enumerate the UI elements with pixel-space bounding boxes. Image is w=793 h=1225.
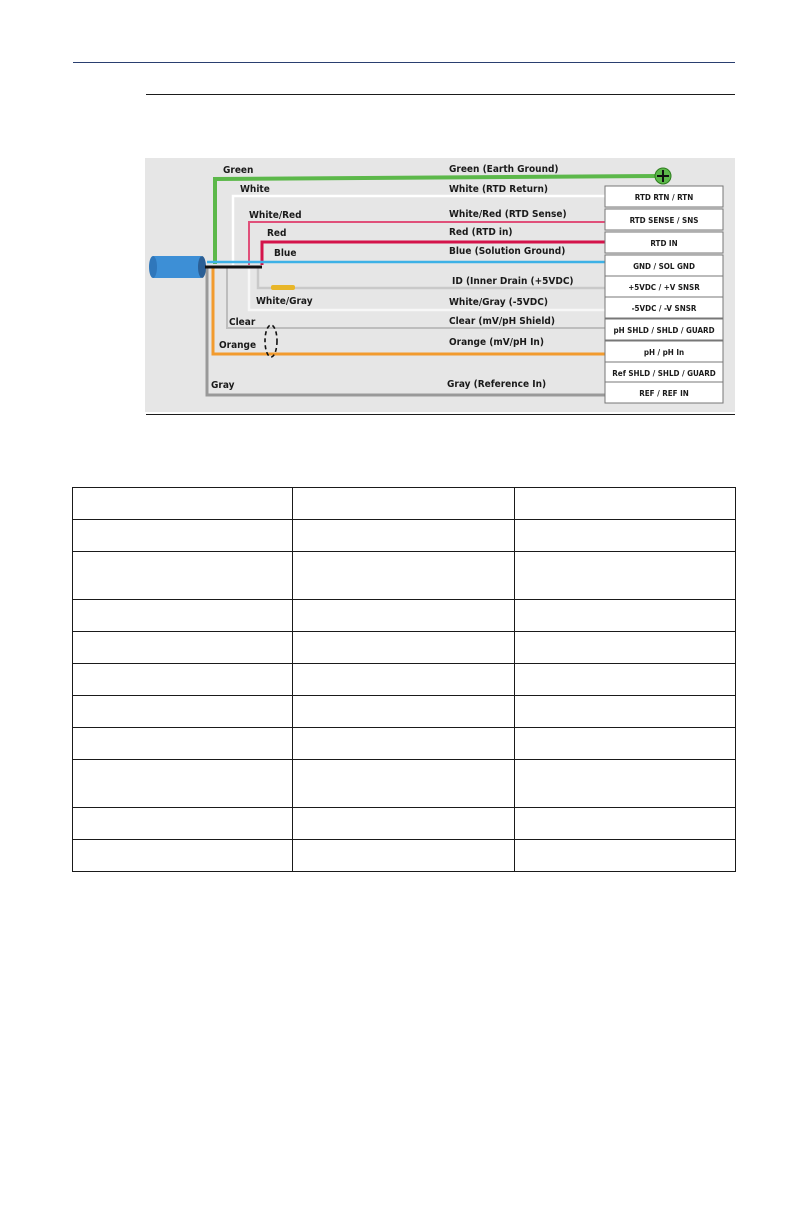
terminal-label-6: pH SHLD / SHLD / GUARD — [613, 326, 715, 335]
label-left-green: Green — [223, 165, 254, 176]
table-cell — [293, 696, 515, 728]
table-cell — [73, 728, 293, 760]
table-row — [73, 808, 736, 840]
table-cell — [515, 520, 736, 552]
table-cell — [73, 696, 293, 728]
label-mid-blue: Blue (Solution Ground) — [449, 246, 566, 257]
table-cell — [293, 600, 515, 632]
table-cell — [293, 728, 515, 760]
label-mid-white-red: White/Red (RTD Sense) — [449, 209, 567, 220]
terminal-label-1: RTD SENSE / SNS — [629, 216, 699, 225]
table-cell — [515, 632, 736, 664]
terminal-block — [605, 186, 723, 403]
terminal-label-4: +5VDC / +V SNSR — [628, 283, 700, 292]
table-row — [73, 840, 736, 872]
label-mid-white-gray: White/Gray (-5VDC) — [449, 297, 548, 308]
label-left-white-red: White/Red — [249, 210, 302, 221]
inner-drain-marker — [271, 285, 295, 290]
table-cell — [73, 552, 293, 600]
figure-top-rule — [146, 94, 735, 95]
table-header-row — [73, 488, 736, 520]
table-cell — [73, 664, 293, 696]
table-cell — [293, 664, 515, 696]
cable-end — [149, 256, 157, 278]
terminal-label-3: GND / SOL GND — [633, 262, 695, 271]
table-cell — [73, 632, 293, 664]
label-left-clear: Clear — [229, 317, 256, 328]
label-left-white: White — [240, 184, 270, 195]
table-cell — [515, 808, 736, 840]
table-cell — [293, 760, 515, 808]
table-row — [73, 520, 736, 552]
table-cell — [293, 808, 515, 840]
figure-bottom-rule — [146, 414, 735, 415]
wiring-diagram — [145, 158, 735, 412]
terminal-label-2: RTD IN — [650, 239, 678, 248]
table-header-cell — [73, 488, 293, 520]
table-row — [73, 696, 736, 728]
terminal-label-5: -5VDC / -V SNSR — [631, 304, 697, 313]
cable-jacket — [153, 256, 201, 278]
table-header-cell — [293, 488, 515, 520]
table-cell — [73, 600, 293, 632]
label-mid-gray: Gray (Reference In) — [447, 379, 547, 390]
table-cell — [515, 600, 736, 632]
table-row — [73, 600, 736, 632]
table-cell — [293, 840, 515, 872]
label-left-red: Red — [267, 228, 287, 239]
page-header-rule — [73, 62, 735, 63]
table-cell — [515, 840, 736, 872]
table-row — [73, 664, 736, 696]
table-cell — [293, 520, 515, 552]
label-left-white-gray: White/Gray — [256, 296, 313, 307]
label-mid-orange: Orange (mV/pH In) — [449, 337, 544, 348]
table-cell — [515, 552, 736, 600]
label-mid-inner-drain: ID (Inner Drain (+5VDC) — [452, 276, 574, 287]
label-mid-red: Red (RTD in) — [449, 227, 513, 238]
table-cell — [293, 632, 515, 664]
table-cell — [73, 520, 293, 552]
table-header-cell — [515, 488, 736, 520]
table-cell — [515, 760, 736, 808]
table-cell — [73, 840, 293, 872]
table-cell — [73, 760, 293, 808]
table-cell — [293, 552, 515, 600]
label-mid-white: White (RTD Return) — [449, 184, 548, 195]
wire-table — [72, 487, 736, 872]
label-left-gray: Gray — [211, 380, 235, 391]
table-cell — [515, 728, 736, 760]
table-row — [73, 632, 736, 664]
table-cell — [515, 664, 736, 696]
cable-cut-face — [198, 256, 206, 278]
table-row — [73, 760, 736, 808]
table-row — [73, 552, 736, 600]
table-row — [73, 728, 736, 760]
label-left-blue: Blue — [274, 248, 297, 259]
label-left-orange: Orange — [219, 340, 257, 351]
terminal-label-9: REF / REF IN — [639, 389, 689, 398]
terminal-label-7: pH / pH In — [643, 348, 685, 357]
table-cell — [73, 808, 293, 840]
terminal-label-0: RTD RTN / RTN — [634, 193, 694, 202]
label-mid-clear: Clear (mV/pH Shield) — [449, 316, 555, 327]
label-mid-green: Green (Earth Ground) — [449, 164, 559, 175]
terminal-label-8: Ref SHLD / SHLD / GUARD — [612, 369, 716, 378]
table-cell — [515, 696, 736, 728]
